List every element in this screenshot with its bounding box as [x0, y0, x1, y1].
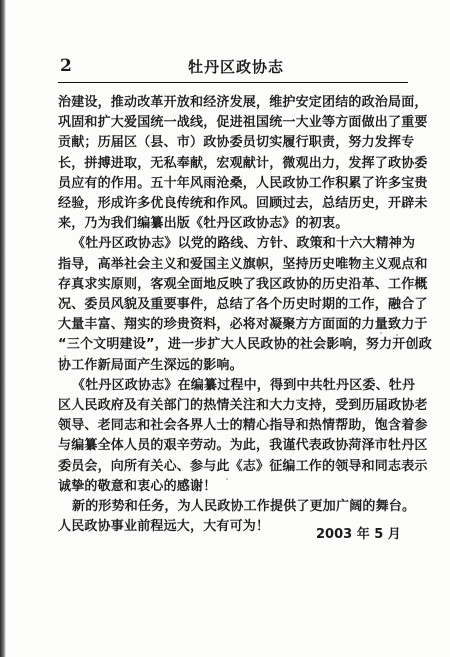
signoff-date: 2003 年 5 月	[316, 527, 401, 542]
header-rule	[58, 82, 408, 83]
text-line: 来，乃为我们编纂出版《牡丹区政协志》的初衷。	[58, 216, 349, 232]
body-text	[58, 93, 432, 537]
text-line: 巩固和扩大爱国统一战线，促进祖国统一大业等方面做出了重要	[58, 115, 428, 131]
text-line: 与编纂全体人员的艰辛劳动。为此，我谨代表政协菏泽市牡丹区	[58, 438, 428, 454]
text-line: 长，拼搏进取，无私奉献，宏观献计，微观出力，发挥了政协委	[58, 155, 428, 171]
paragraph-first-line: 《牡丹区政协志》以党的路线、方针、政策和十六大精神为	[72, 236, 416, 252]
text-line: 人民政协事业前程远大，大有可为！	[58, 519, 270, 535]
text-line: 大量丰富、翔实的珍贵资料，必将对凝聚方方面面的力量致力于	[58, 317, 428, 333]
text-line: 区人民政府及有关部门的热情关注和大力支持，受到历届政协老	[58, 398, 428, 414]
paragraph-first-line: 《牡丹区政协志》在编纂过程中，得到中共牡丹区委、牡丹	[72, 377, 416, 393]
paragraph-first-line: 新的形势和任务，为人民政协工作提供了更加广阔的舞台。	[72, 499, 416, 515]
text-line: 协工作新局面产生深远的影响。	[58, 357, 243, 373]
text-line: 领导、老同志和社会各界人士的精心指导和热情帮助，饱含着参	[58, 418, 428, 434]
text-line: 员应有的作用。五十年风雨沧桑，人民政协工作积累了许多宝贵	[58, 175, 428, 191]
page-number: 2	[60, 56, 72, 76]
text-line: 指导，高举社会主义和爱国主义旗帜，坚持历史唯物主义观点和	[58, 256, 428, 272]
text-line: 经验，形成许多优良传统和作风。回顾过去，总结历史，开辟未	[58, 196, 428, 212]
text-line: “三个文明建设”，进一步扩大人民政协的社会影响，努力开创政	[58, 337, 432, 353]
text-line: 治建设，推动改革开放和经济发展，维护安定团结的政治局面，	[58, 95, 428, 110]
page-binding-shadow	[0, 0, 6, 657]
page-header	[58, 56, 408, 78]
text-line: 诚挚的敬意和衷心的感谢！	[58, 478, 217, 494]
text-line: 贡献；历届区（县、市）政协委员切实履行职责，努力发挥专	[58, 135, 415, 151]
text-line: 委员会，向所有关心、参与此《志》征编工作的领导和同志表示	[58, 458, 428, 474]
running-title: 牡丹区政协志	[188, 58, 285, 76]
text-line: 况、委员风貌及重要事件，总结了各个历史时期的工作，融合了	[58, 297, 428, 313]
text-line: 存真求实原则，客观全面地反映了我区政协的历史沿革、工作概	[58, 276, 428, 292]
